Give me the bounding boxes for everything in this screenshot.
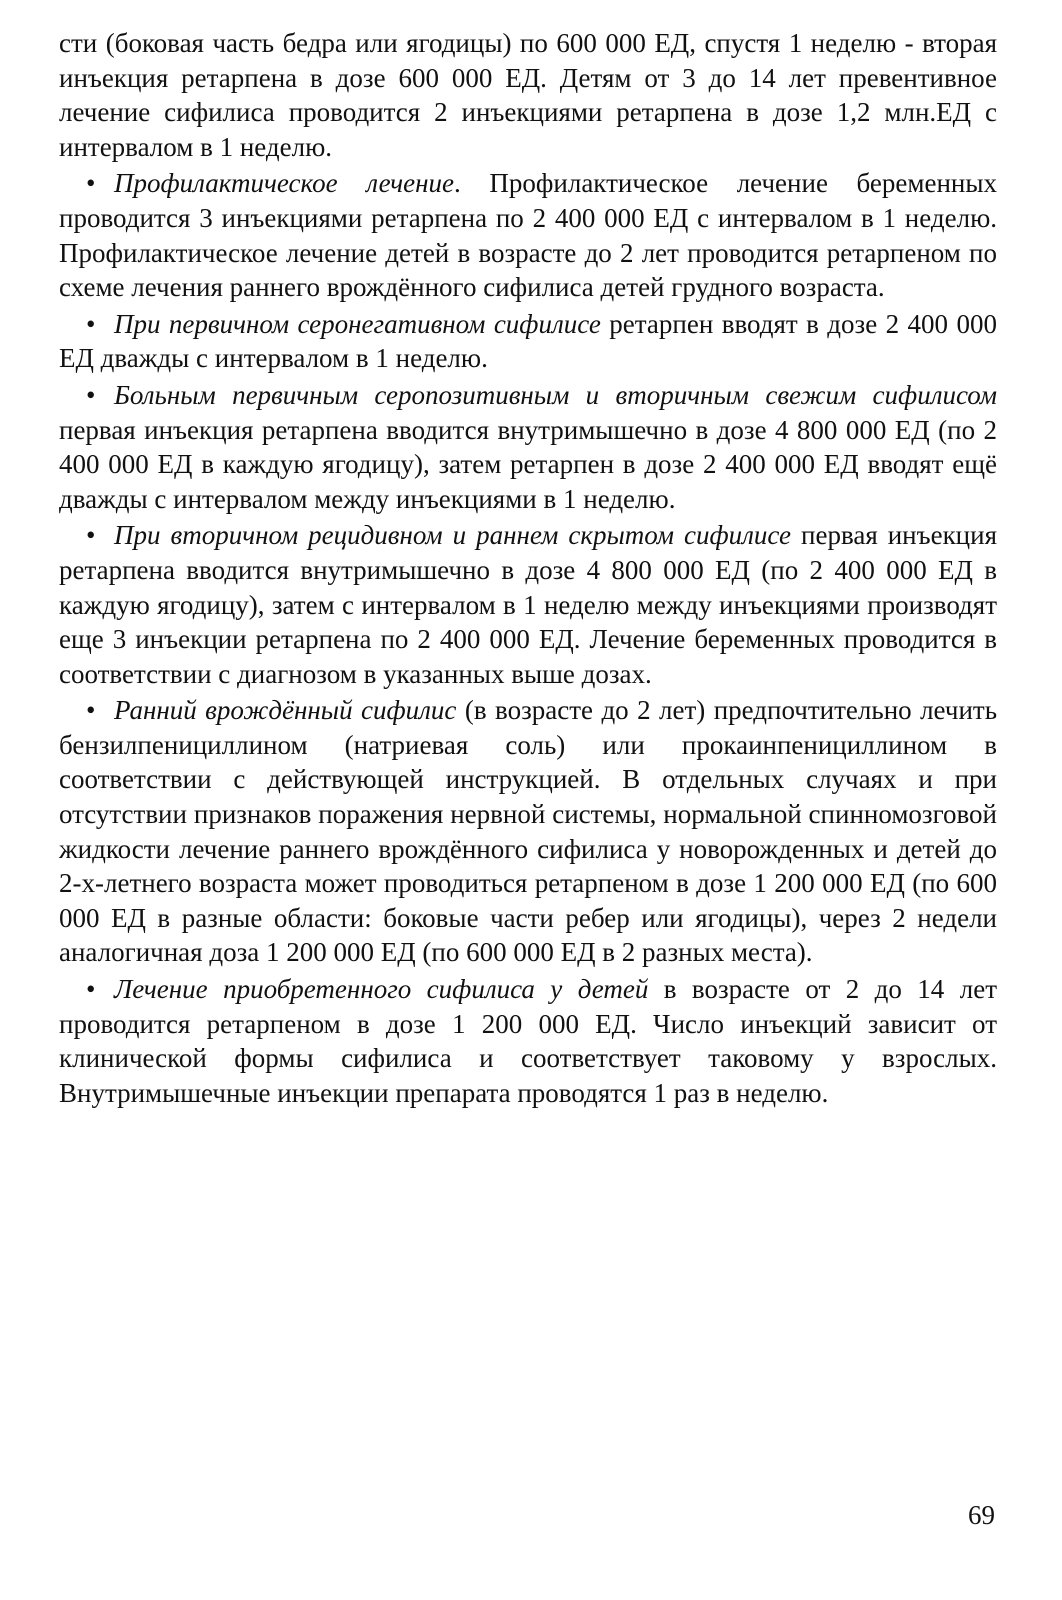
bullet-icon: • [86,695,96,726]
bullet-icon: • [86,308,96,339]
bullet-item [59,972,997,1110]
bullet-icon: • [86,974,96,1005]
bullet-item-heading: Ранний врождённый сифилис [114,695,457,726]
bullet-item [59,693,997,970]
bullet-list [59,166,997,1110]
bullet-item-text: ретарпен вводят в дозе 2 400 000 ЕД дважды с интервалом в 1 неделю. [59,308,997,374]
bullet-item-heading: Лечение приобретенного сифилиса у детей [114,974,649,1005]
bullet-item [59,378,997,516]
bullet-item-text: первая инъекция ретарпена вводится внутримышечно в дозе 4 800 000 ЕД (по 2 400 000 ЕД в каждую ягодицу), затем ретарпен в дозе 2 400 000 ЕД вводят ещё дважды с интервалом между инъекциями в 1 неделю. [59,414,997,514]
bullet-item-heading: Профилактическое лечение [114,168,455,199]
bullet-item [59,307,997,376]
bullet-item-heading: При первичном серонегативном сифилисе [114,308,601,339]
page-text [59,26,997,1112]
bullet-item-text: (в возрасте до 2 лет) предпочтительно лечить бензилпенициллином (натриевая соль) или прокаинпенициллином в соответствии с действующей инструкцией. В отдельных случаях и при отсутствии признаков поражения нервной системы, нормальной спинномозговой жидкости лечение раннего врождённого сифилиса у новорожденных и детей до 2-х-летнего возраста может проводиться ретарпеном в дозе 1 200 000 ЕД (по 600 000 ЕД в разные области: боковые части ребер или ягодицы), через 2 недели аналогичная доза 1 200 000 ЕД (по 600 000 ЕД в 2 разных места). [59,695,998,968]
bullet-item-text: . Профилактическое лечение беременных проводится 3 инъекциями ретарпена по 2 400 000 ЕД с интервалом в 1 неделю. Профилактическое лечение детей в возрасте до 2 лет проводится ретарпеном по схеме лечения раннего врождённого сифилиса детей грудного возраста. [59,168,997,303]
bullet-item-text: в возрасте от 2 до 14 лет проводится ретарпеном в дозе 1 200 000 ЕД. Число инъекций зависит от клинической формы сифилиса и соответствует таковому у взрослых. Внутримышечные инъекции препарата проводятся 1 раз в неделю. [59,974,997,1108]
bullet-icon: • [86,379,96,410]
page-number: 69 [968,1500,995,1530]
intro-paragraph: сти (боковая часть бедра или ягодицы) по 600 000 ЕД, спустя 1 неделю - вторая инъекция ретарпена в дозе 600 000 ЕД. Детям от 3 до 14 лет превентивное лечение сифилиса проводится 2 инъекциями ретарпена в дозе 1,2 млн.ЕД с интервалом в 1 неделю. [59,28,997,162]
bullet-item-heading: При вторичном рецидивном и раннем скрытом сифилисе [114,520,792,551]
bullet-item-heading: Больным первичным серопозитивным и вторичным свежим сифилисом [114,379,997,410]
bullet-icon: • [86,168,96,199]
bullet-item-text: первая инъекция ретарпена вводится внутримышечно в дозе 4 800 000 ЕД (по 2 400 000 ЕД в каждую ягодицу), затем с интервалом в 1 неделю между инъекциями производят еще 3 инъекции ретарпена по 2 400 000 ЕД. Лечение беременных проводится в соответствии с диагнозом в указанных выше дозах. [59,520,998,689]
bullet-icon: • [86,520,96,551]
bullet-item [59,518,997,691]
bullet-item [59,166,997,304]
